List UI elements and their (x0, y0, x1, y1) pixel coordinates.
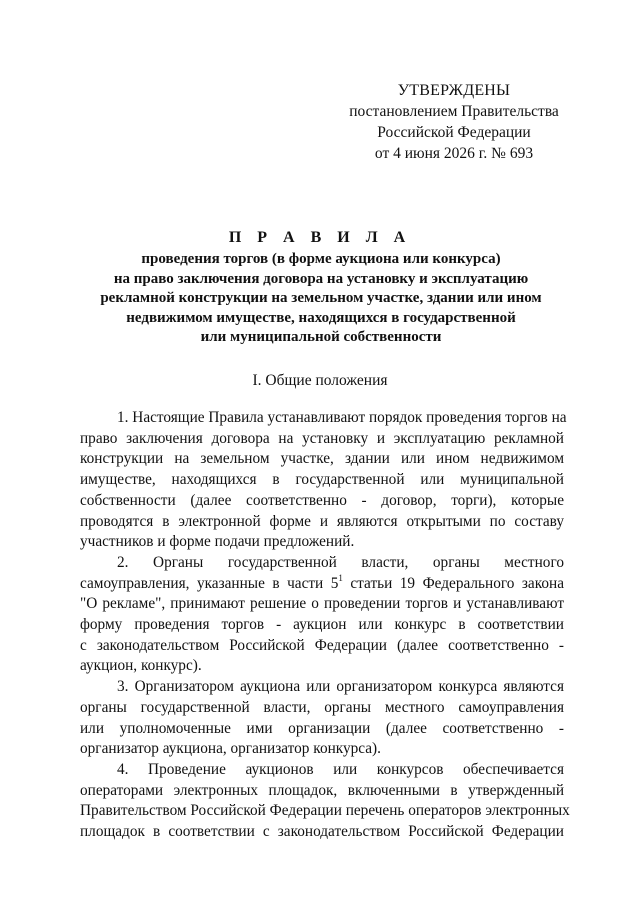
paragraph-line: Правительством Российской Федерации перечень операторов электронных (80, 802, 570, 820)
subtitle-line: или муниципальной собственности (200, 329, 442, 346)
paragraph-line: конструкции на земельном участке, здании или ином недвижимом (80, 450, 564, 468)
paragraph-4 (80, 760, 570, 843)
approval-date: от 4 июня 2026 г. № 693 (374, 145, 534, 162)
paragraph-2 (80, 553, 564, 677)
paragraph-line: имуществе, находящихся в государственной или муниципальной (80, 471, 564, 489)
section-heading: I. Общие положения (252, 372, 388, 389)
subtitle-line: недвижимом имуществе, находящихся в государственной (126, 309, 516, 326)
paragraph-text: статьи 19 Федерального закона (342, 574, 564, 592)
superscript: 1 (338, 572, 343, 583)
paragraph-line: операторами электронных площадок, включенными в утвержденный (80, 781, 564, 799)
subtitle-line: рекламной конструкции на земельном участке, здании или ином (100, 290, 542, 307)
paragraph-line: площадок в соответствии с законодательством Российской Федерации (80, 823, 564, 841)
paragraph-line: право заключения договора на установку и эксплуатацию рекламной (80, 429, 564, 447)
paragraph-line: с законодательством Российской Федерации (далее соответственно - (80, 636, 564, 654)
paragraph-line: 4. Проведение аукционов или конкурсов обеспечивается (117, 760, 564, 778)
paragraph-line: 1. Настоящие Правила устанавливают порядок проведения торгов на (117, 409, 567, 426)
paragraph-line: или уполномоченные ими организации (далее соответственно - (80, 719, 564, 737)
subtitle-line: на право заключения договора на установку и эксплуатацию (113, 270, 529, 287)
paragraph-line: 3. Организатором аукциона или организатором конкурса являются (117, 678, 564, 696)
paragraph-line: участников и форме подачи предложений. (80, 533, 355, 551)
paragraph-3 (80, 677, 564, 760)
approval-line: Российской Федерации (377, 124, 531, 141)
paragraph-text: самоуправления, указанные в части 5 (80, 574, 339, 592)
paragraph-1 (80, 408, 567, 553)
paragraph-line: организатор аукциона, организатор конкурса). (80, 740, 381, 758)
paragraph-line: аукцион, конкурс). (80, 657, 202, 675)
paragraph-line: органы государственной власти, органы местного самоуправления (80, 698, 564, 716)
document-body (80, 408, 570, 843)
paragraph-line: "О рекламе", принимают решение о проведении торгов и устанавливают (80, 595, 564, 613)
paragraph-line: 2. Органы государственной власти, органы местного (117, 553, 564, 571)
approval-heading: УТВЕРЖДЕНЫ (397, 82, 511, 99)
approval-block (340, 80, 568, 164)
document-title: П Р А В И Л А (228, 229, 412, 246)
subtitle-line: проведения торгов (в форме аукциона или конкурса) (141, 251, 501, 267)
approval-line: постановлением Правительства (349, 103, 559, 120)
paragraph-line: собственности (далее соответственно - договор, торги), которые (80, 491, 564, 509)
paragraph-line: форму проведения торгов - аукцион или конкурс в соответствии (80, 616, 564, 634)
paragraph-line (80, 574, 564, 595)
paragraph-line: проводятся в электронной форме и являются открытыми по составу (80, 512, 564, 530)
document-subtitle (80, 250, 562, 348)
